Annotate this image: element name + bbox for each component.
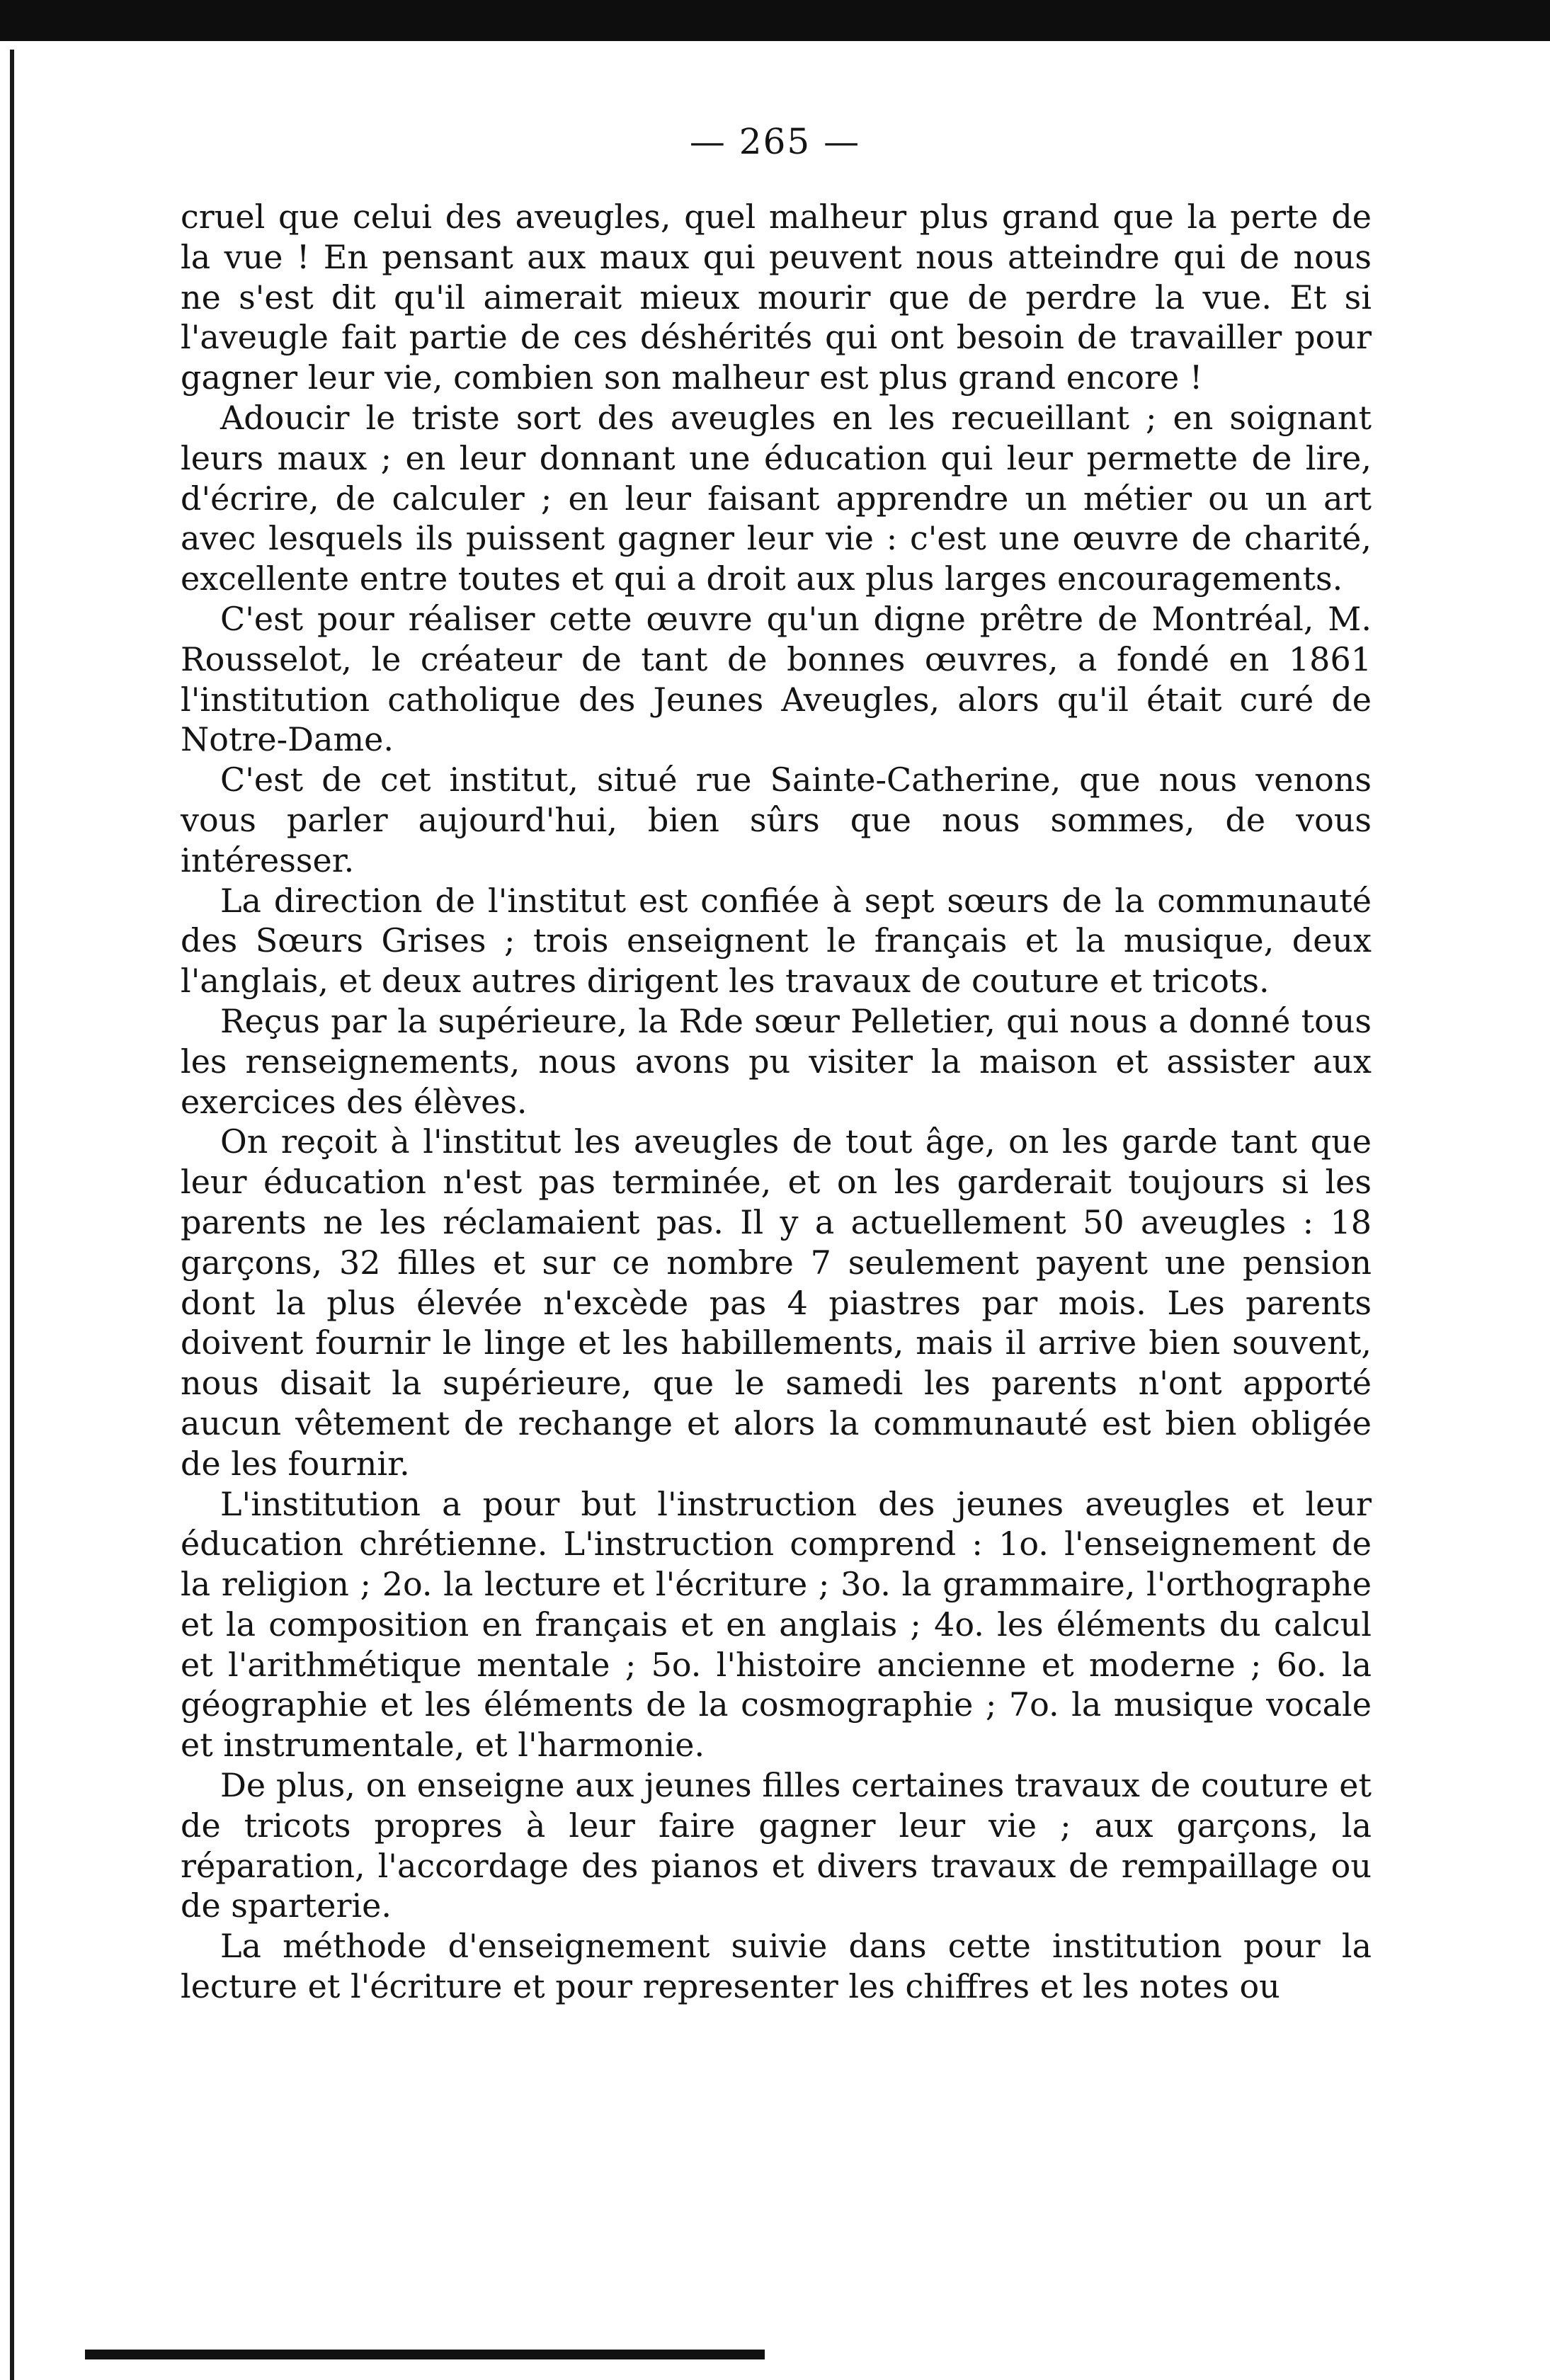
body-text [181,197,1372,2007]
paragraph-6: Reçus par la supérieure, la Rde sœur Pelletier, qui nous a donné tous les renseignements, nous avons pu visiter la maison et assister aux exercices des élèves. [181,1001,1372,1121]
paragraph-10: La méthode d'enseignement suivie dans cette institution pour la lecture et l'écriture et pour representer les chiffres et les notes ou [181,1927,1372,2006]
paragraph-3: C'est pour réaliser cette œuvre qu'un digne prêtre de Montréal, M. Rousselot, le créateur de tant de bonnes œuvres, a fondé en 1861 l'institution catholique des Jeunes Aveugles, alors qu'il était curé de Notre-Dame. [181,599,1372,759]
paragraph-9: De plus, on enseigne aux jeunes filles certaines travaux de couture et de tricots propres à leur faire gagner leur vie ; aux garçons, la réparation, l'accordage des pianos et divers travaux de rempaillage ou de sparterie. [181,1766,1372,1925]
paragraph-8: L'institution a pour but l'instruction des jeunes aveugles et leur éducation chrétienne. L'instruction comprend : 1o. l'enseignement de la religion ; 2o. la lecture et l'écriture ; 3o. la grammaire, l'orthographe et la composition en français et en anglais ; 4o. les éléments du calcul et l'arithmétique mentale ; 5o. l'histoire ancienne et moderne ; 6o. la géographie et les éléments de la cosmographie ; 7o. la musique vocale et instrumentale, et l'harmonie. [181,1484,1372,1765]
paragraph-2: Adoucir le triste sort des aveugles en les recueillant ; en soignant leurs maux ; en leur donnant une éducation qui leur permette de lire, d'écrire, de calculer ; en leur faisant apprendre un métier ou un art avec lesquels ils puissent gagner leur vie : c'est une œuvre de charité, excellente entre toutes et qui a droit aux plus larges encouragements. [181,398,1372,598]
scan-top-border [0,0,1550,41]
scan-left-edge [10,50,14,2380]
scan-bottom-border [85,2350,765,2359]
paragraph-4: C'est de cet institut, situé rue Sainte-Catherine, que nous venons vous parler aujourd'hui, bien sûrs que nous sommes, de vous intéresser. [181,761,1372,879]
page-number: — 265 — [689,121,861,162]
paragraph-5: La direction de l'institut est confiée à sept sœurs de la communauté des Sœurs Grises ; trois enseignent le français et la musique, deux l'anglais, et deux autres dirigent les travaux de couture et tricots. [181,881,1372,1001]
paragraph-1: cruel que celui des aveugles, quel malheur plus grand que la perte de la vue ! En pensant aux maux qui peuvent nous atteindre qui de nous ne s'est dit qu'il aimerait mieux mourir que de perdre la vue. Et si l'aveugle fait partie de ces déshérités qui ont besoin de travailler pour gagner leur vie, combien son malheur est plus grand encore ! [181,198,1372,397]
paragraph-7: On reçoit à l'institut les aveugles de tout âge, on les garde tant que leur éducation n'est pas terminée, et on les garderait toujours si les parents ne les réclamaient pas. Il y a actuellement 50 aveugles : 18 garçons, 32 filles et sur ce nombre 7 seulement payent une pension dont la plus élevée n'excède pas 4 piastres par mois. Les parents doivent fournir le linge et les habillements, mais il arrive bien souvent, nous disait la supérieure, que le samedi les parents n'ont apporté aucun vêtement de rechange et alors la communauté est bien obligée de les fournir. [181,1122,1372,1483]
